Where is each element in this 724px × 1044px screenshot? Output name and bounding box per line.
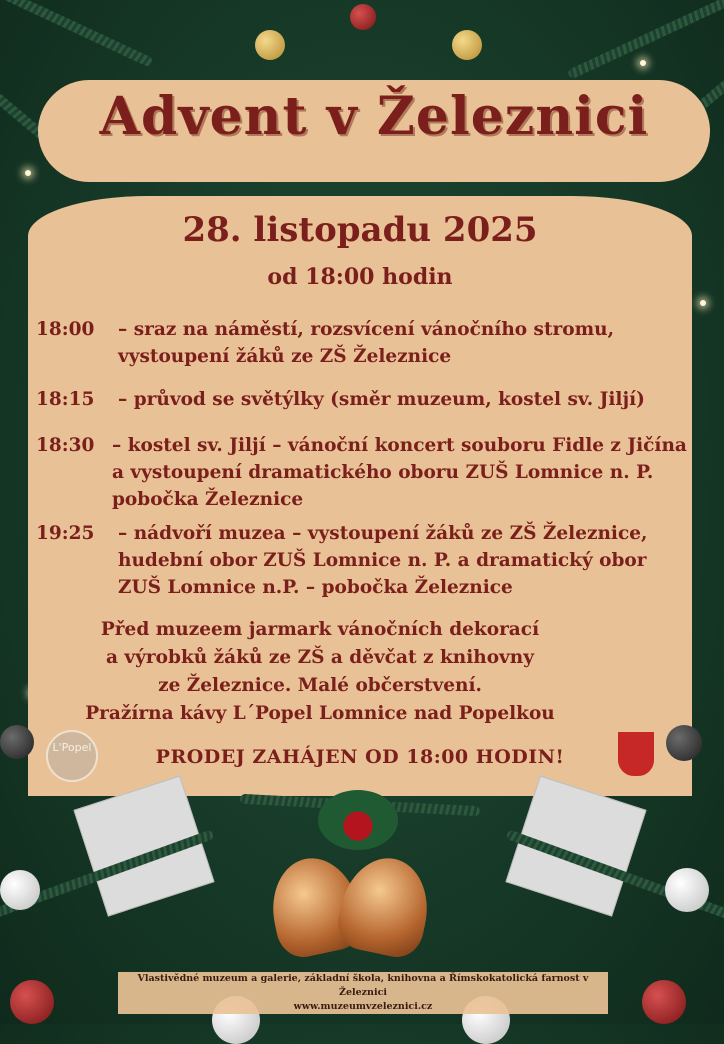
program-item: 18:00 – sraz na náměstí, rozsvícení vánočního stromu, vystoupení žáků ze ZŠ Železnice [36,319,615,367]
bell-icon [333,850,437,962]
ornament-icon [255,30,285,60]
poster-title: Advent v Železnici [99,86,649,147]
footer-organizers: Vlastivědné muzeum a galerie, základní škola, knihovna a Římskokatolická farnost v Železnici www.muzeumvzeleznici.cz [118,972,608,1014]
ornament-icon [0,725,34,759]
event-date: 28. listopadu 2025 [182,210,538,250]
ornament-icon [666,725,702,761]
market-info: Před muzeem jarmark vánočních dekorací a výrobků žáků ze ZŠ a děvčat z knihovny ze Železnice. Malé občerstvení. Pražírna kávy L´Popel Lomnice nad Popelkou [85,619,555,724]
ornament-icon [642,980,686,1024]
ornament-icon [10,980,54,1024]
holly-icon [318,790,398,850]
star-icon [700,300,706,306]
ornament-icon [0,870,40,910]
program-item: 19:25 – nádvoří muzea – vystoupení žáků ze ZŠ Železnice, hudební obor ZUŠ Lomnice n. P. a dramatický obor ZUŠ Lomnice n.P. – pobočka Železnice [36,523,648,598]
program-item: 18:30 – kostel sv. Jiljí – vánoční koncert souboru Fidle z Jičína a vystoupení dramatického oboru ZUŠ Lomnice n. P. pobočka Železnice [36,435,687,510]
website-link[interactable]: www.muzeumvzeleznici.cz [293,1001,433,1012]
star-icon [25,170,31,176]
star-icon [640,60,646,66]
program-item: 18:15 – průvod se světýlky (směr muzeum, kostel sv. Jiljí) [36,389,645,410]
ornament-icon [452,30,482,60]
ornament-icon [665,868,709,912]
sale-announcement: PRODEJ ZAHÁJEN OD 18:00 HODIN! [155,746,565,768]
lpopel-logo: L'Popel [46,730,98,782]
ornament-icon [350,4,376,30]
event-start-time: od 18:00 hodin [267,264,453,290]
